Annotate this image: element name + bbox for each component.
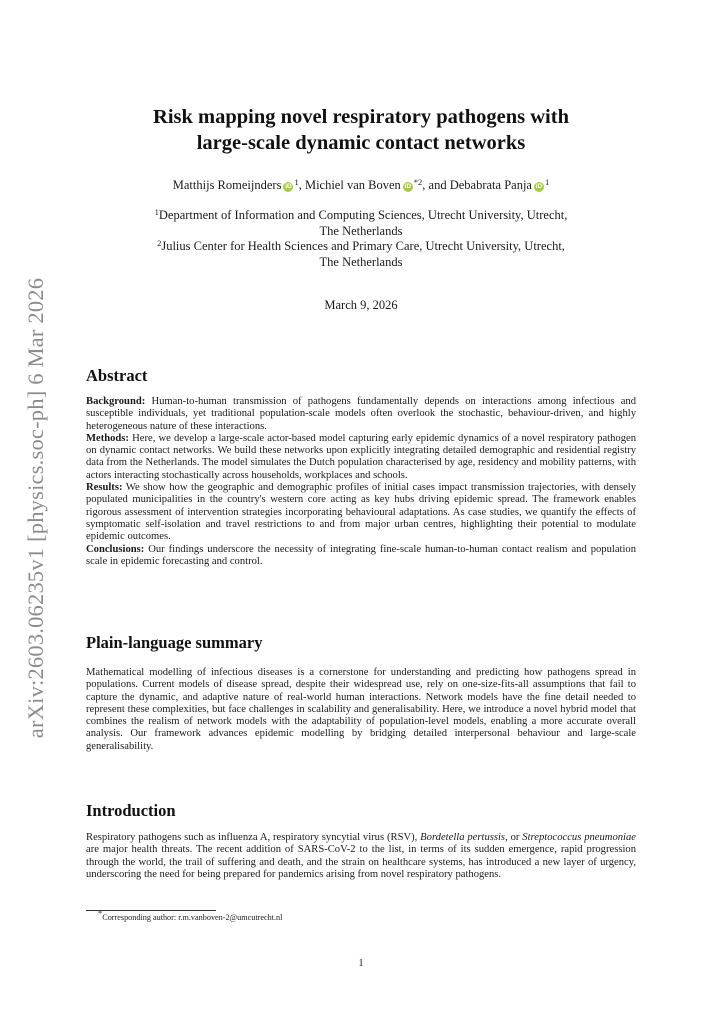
affiliation-mark: 1 xyxy=(154,207,159,217)
abstract-text: Here, we develop a large-scale actor-based model capturing early epidemic dynamics of a novel respiratory pathogen on dynamic contact networks. We build these networks upon explicitly integrating detailed demographic and residential registry data from the Netherlands. The model simulates the Dutch population characterised by age, residency and mobility patterns, with actors interacting stochastically across households, workplaces and schools. xyxy=(86,432,637,481)
abstract-text: Human-to-human transmission of pathogens fundamentally depends on interactions among infectious and susceptible individuals, yet traditional population-scale models often overlook the stochastic, behaviour-driven, and highly heterogeneous nature of these interactions. xyxy=(86,396,636,432)
footnote-mark: * xyxy=(98,908,103,918)
orcid-icon[interactable]: iD xyxy=(404,183,412,190)
affiliation-text: Julius Center for Health Sciences and Primary Care, Utrecht University, Utrecht, xyxy=(161,239,565,253)
abstract-text: We show how the geographic and demographic profiles of initial cases impact transmission trajectories, with densely populated municipalities in the country's western core acting as key hubs driving epidemic spread. The framework enables rigorous assessment of intervention strategies incorporating behavioural adaptations. As case studies, we quantify the effects of symptomatic self-isolation and travel restrictions to and from major urban centres, highlighting their potential to modulate epidemic outcomes. xyxy=(86,482,637,543)
abstract-heading: Abstract xyxy=(86,366,148,385)
author-name: Debabrata Panja xyxy=(449,178,532,192)
paper-title xyxy=(86,104,636,156)
affiliation-text-2: The Netherlands xyxy=(319,254,403,269)
title-line-2: large-scale dynamic contact networks xyxy=(196,132,526,154)
paper-date: March 9, 2026 xyxy=(324,298,398,312)
author-list xyxy=(86,177,636,193)
arxiv-stamp-text: arXiv:2603.06235v1 [physics.soc-ph] 6 Mar 2026 xyxy=(23,277,49,739)
abstract-text: Our findings underscore the necessity of integrating fine-scale human-to-human contact realism and population scale in epidemic forecasting and control. xyxy=(86,543,637,567)
author-separator: , and xyxy=(422,178,447,192)
abstract-methods xyxy=(86,433,636,482)
intro-species: Bordetella pertussis xyxy=(420,832,506,843)
title-line-1: Risk mapping novel respiratory pathogens with xyxy=(153,106,569,128)
orcid-icon[interactable]: iD xyxy=(535,183,543,190)
abstract-background xyxy=(86,396,636,433)
author-name: Matthijs Romeijnders xyxy=(172,178,282,192)
plain-summary-body: Mathematical modelling of infectious diseases is a cornerstone for understanding and predicting how pathogens spread in populations. Current models of disease spread, despite their widespread use, rely on one-size-fits-all assumptions that fail to capture the dynamic, and adaptive nature of real-world human interactions. Network models have the fine detail needed to represent these complexities, but face challenges in scalability and generalisability. Here, we introduce a novel hybrid model that combines the realism of network models with the adaptability of population-level models, enabling a more accurate overall analysis. Our framework advances epidemic modelling by bridging detailed interpersonal behaviour and large-scale generalisability. xyxy=(86,667,636,752)
footnote-rule xyxy=(86,910,216,911)
author-affil-mark: 1 xyxy=(294,177,299,187)
introduction-heading: Introduction xyxy=(86,801,176,820)
intro-species: Streptococcus pneumoniae xyxy=(522,832,636,843)
author-name: Michiel van Boven xyxy=(304,178,401,192)
abstract-label: Conclusions: xyxy=(86,543,145,555)
plain-summary-heading: Plain-language summary xyxy=(86,633,263,652)
author-affil-mark: 1 xyxy=(544,177,550,187)
intro-text: Respiratory pathogens such as influenza A, respiratory syncytial virus (RSV), xyxy=(86,832,421,843)
abstract-label: Background: xyxy=(86,396,146,407)
abstract-label: Results: xyxy=(86,482,123,494)
affiliation xyxy=(86,239,636,270)
author-separator: , xyxy=(298,178,302,192)
introduction-body xyxy=(86,832,636,881)
author-affil-mark: *2 xyxy=(413,177,423,187)
affiliations xyxy=(86,208,636,270)
affiliation-text-2: The Netherlands xyxy=(319,223,403,238)
arxiv-stamp xyxy=(16,258,56,758)
intro-text: are major health threats. The recent addition of SARS-CoV-2 to the list, in terms of its sudden emergence, rapid progression through the world, the trail of suffering and death, and the strain on healthcare systems, has introduced a new layer of urgency, underscoring the need for being prepared for pandemics arising from novel respiratory pathogens. xyxy=(86,844,636,880)
page-number: 1 xyxy=(358,958,364,969)
affiliation xyxy=(86,208,636,239)
footnote xyxy=(86,908,648,923)
affiliation-text: Department of Information and Computing Sciences, Utrecht University, Utrecht, xyxy=(158,208,568,222)
abstract-body xyxy=(86,396,636,568)
footnote-text: Corresponding author: r.m.vanboven-2@umcutrecht.nl xyxy=(102,913,283,922)
abstract-conclusions xyxy=(86,544,636,569)
intro-text: , or xyxy=(505,832,523,843)
orcid-icon[interactable]: iD xyxy=(285,183,292,190)
abstract-label: Methods: xyxy=(86,432,129,444)
abstract-results xyxy=(86,482,636,543)
affiliation-mark: 2 xyxy=(157,238,162,248)
